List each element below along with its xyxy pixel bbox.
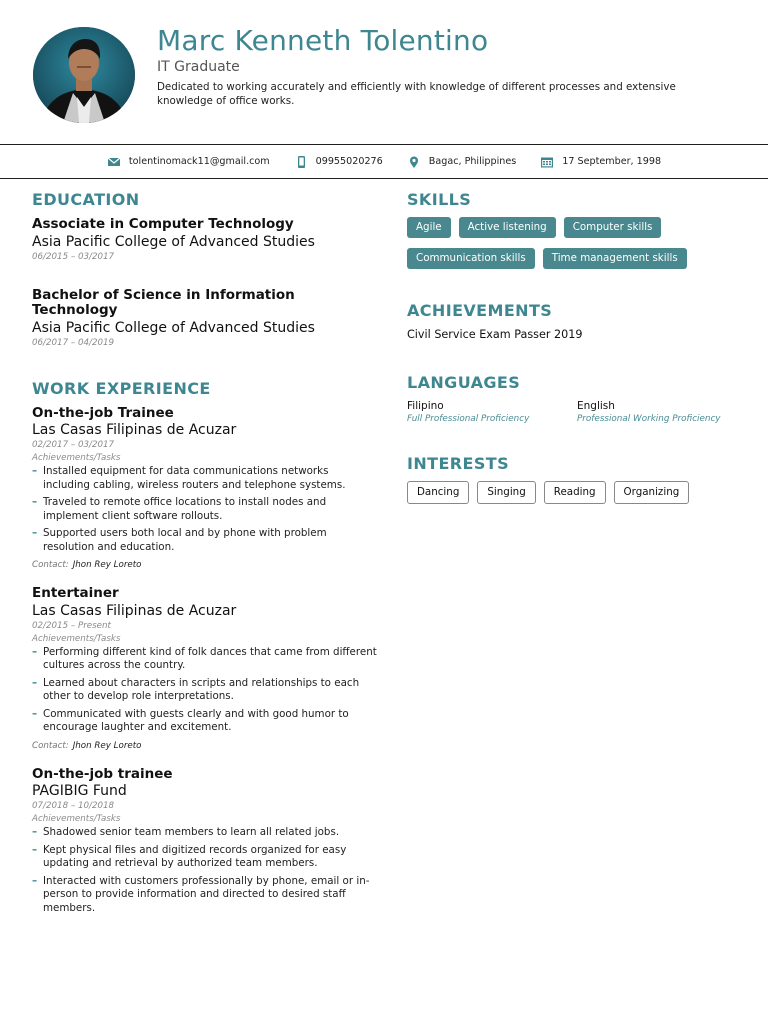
- phone-text: 09955020276: [315, 156, 383, 167]
- task-item: – Kept physical files and digitized records organized for easy updating and retrieval by authorized team members.: [32, 843, 347, 869]
- location-text: Bagac, Philippines: [428, 156, 517, 167]
- birthdate-text: 17 September, 1998: [562, 156, 662, 167]
- work-company: Las Casas Filipinas de Acuzar: [32, 422, 237, 438]
- calendar-icon: [540, 156, 554, 168]
- interest-tag: Dancing: [407, 481, 469, 504]
- contact-phone[interactable]: [294, 156, 383, 168]
- person-name: Marc Kenneth Tolentino: [157, 24, 489, 57]
- right-column: [407, 190, 747, 504]
- work-contact: [32, 560, 377, 570]
- task-item: – Learned about characters in scripts and relationships to each other to develop role interpretations.: [32, 676, 360, 702]
- task-item: – Traveled to remote office locations to install nodes and implement client software rollouts.: [32, 496, 327, 522]
- work-company: PAGIBIG Fund: [32, 783, 127, 799]
- language-name: Filipino: [407, 400, 444, 412]
- language-level: Full Professional Proficiency: [407, 414, 530, 424]
- task-item: – Interacted with customers professionally by phone, email or in-person to provide information and directed to desired staff members.: [32, 874, 370, 914]
- work-dates: 07/2018 – 10/2018: [32, 801, 115, 811]
- interests-list: [407, 481, 737, 504]
- work-position: Entertainer: [32, 585, 119, 601]
- language-level: Professional Working Proficiency: [577, 414, 721, 424]
- envelope-icon: [107, 156, 121, 168]
- phone-icon: [294, 156, 308, 168]
- task-list: [32, 465, 377, 554]
- task-text: Communicated with guests clearly and with good humor to encourage laughter and excitement.: [43, 707, 349, 733]
- contact-birthdate: [540, 156, 661, 168]
- profile-photo: [33, 27, 135, 123]
- skill-tag: Agile: [407, 217, 451, 238]
- task-text: Learned about characters in scripts and relationships to each other to develop role interpretations.: [43, 676, 360, 702]
- contact-email[interactable]: [107, 156, 270, 168]
- skill-tag: Time management skills: [543, 248, 687, 269]
- work-entry: [32, 586, 377, 751]
- skill-tag: Active listening: [459, 217, 556, 238]
- languages-heading: LANGUAGES: [407, 373, 521, 392]
- task-item: – Communicated with guests clearly and with good humor to encourage laughter and excitement.: [32, 707, 349, 733]
- email-text: tolentinomack11@gmail.com: [128, 156, 270, 167]
- skills-list: [407, 217, 737, 269]
- task-text: Traveled to remote office locations to install nodes and implement client software rollouts.: [43, 496, 327, 522]
- education-degree: Associate in Computer Technology: [32, 216, 294, 232]
- task-item: – Installed equipment for data communications networks including cabling, wireless routers and telephone systems.: [32, 465, 346, 491]
- education-dates: 06/2017 – 04/2019: [32, 337, 115, 348]
- task-item: – Supported users both local and by phone with problem resolution and education.: [32, 527, 327, 553]
- work-contact: [32, 741, 377, 751]
- task-text: Supported users both local and by phone with problem resolution and education.: [43, 527, 327, 553]
- education-entry: [32, 288, 377, 348]
- interest-tag: Singing: [477, 481, 535, 504]
- task-item: – Shadowed senior team members to learn all related jobs.: [32, 826, 340, 838]
- education-school: Asia Pacific College of Advanced Studies: [32, 233, 315, 250]
- tasks-label: Achievements/Tasks: [32, 633, 121, 644]
- contact-location: [407, 156, 517, 168]
- contact-name: Jhon Rey Loreto: [72, 740, 142, 751]
- work-dates: 02/2015 – Present: [32, 620, 111, 631]
- education-dates: 06/2015 – 03/2017: [32, 251, 115, 262]
- interests-heading: INTERESTS: [407, 454, 509, 473]
- task-text: Performing different kind of folk dances that came from different cultures across the country.: [43, 645, 377, 671]
- education-degree: Bachelor of Science in Information Technology: [32, 286, 295, 318]
- task-text: Interacted with customers professionally by phone, email or in-person to provide information and directed to desired staff members.: [43, 874, 370, 914]
- languages-list: [407, 400, 747, 424]
- summary-text: Dedicated to working accurately and efficiently with knowledge of different processes and extensive knowledge of office works.: [157, 81, 676, 107]
- work-company: Las Casas Filipinas de Acuzar: [32, 602, 237, 619]
- work-dates: 02/2017 – 03/2017: [32, 440, 115, 450]
- work-entry: [32, 767, 377, 916]
- left-column: [32, 190, 377, 919]
- contact-label: Contact:: [32, 740, 69, 751]
- interest-tag: Reading: [544, 481, 606, 504]
- skill-tag: Computer skills: [564, 217, 662, 238]
- language-name: English: [577, 400, 615, 412]
- work-position: On-the-job trainee: [32, 765, 173, 782]
- achievements-heading: ACHIEVEMENTS: [407, 301, 553, 320]
- task-list: [32, 826, 377, 915]
- education-entry: [32, 217, 377, 262]
- location-pin-icon: [407, 156, 421, 168]
- task-text: Installed equipment for data communications networks including cabling, wireless routers and telephone systems.: [43, 465, 346, 491]
- language-item: [407, 400, 577, 424]
- achievement-item: Civil Service Exam Passer 2019: [407, 328, 583, 341]
- tasks-label: Achievements/Tasks: [32, 814, 121, 824]
- education-heading: EDUCATION: [32, 190, 140, 209]
- skill-tag: Communication skills: [407, 248, 535, 269]
- task-item: – Performing different kind of folk dances that came from different cultures across the country.: [32, 645, 377, 671]
- task-list: [32, 646, 377, 735]
- task-text: Kept physical files and digitized records organized for easy updating and retrieval by authorized team members.: [43, 843, 347, 869]
- task-text: Shadowed senior team members to learn all related jobs.: [43, 826, 340, 838]
- contact-name: Jhon Rey Loreto: [72, 560, 142, 570]
- contact-bar: [0, 144, 768, 179]
- tasks-label: Achievements/Tasks: [32, 453, 121, 463]
- contact-label: Contact:: [32, 560, 69, 570]
- education-school: Asia Pacific College of Advanced Studies: [32, 319, 315, 336]
- work-experience-heading: WORK EXPERIENCE: [32, 378, 211, 398]
- skills-heading: SKILLS: [407, 190, 472, 209]
- work-entry: [32, 406, 377, 571]
- job-title: IT Graduate: [157, 59, 240, 75]
- interest-tag: Organizing: [614, 481, 690, 504]
- work-position: On-the-job Trainee: [32, 404, 174, 421]
- language-item: [577, 400, 747, 424]
